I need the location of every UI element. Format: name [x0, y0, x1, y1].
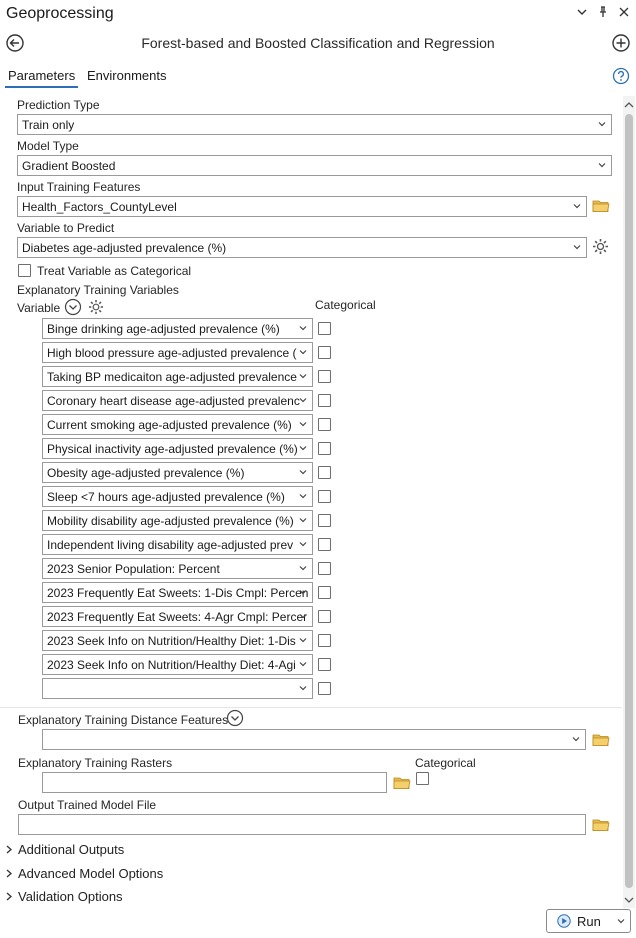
chevron-down-icon: [572, 200, 582, 212]
chevron-right-icon: [6, 892, 12, 901]
variable-row-dropdown[interactable]: [42, 582, 313, 603]
chevron-down-icon: [298, 346, 308, 358]
prediction-type-label: Prediction Type: [17, 98, 100, 112]
rasters-categorical-checkbox[interactable]: [416, 772, 429, 785]
chevron-down-icon: [298, 322, 308, 334]
expand-chevron-icon[interactable]: [64, 298, 82, 319]
variable-row-dropdown[interactable]: [42, 438, 313, 459]
variable-row-categorical-checkbox[interactable]: [318, 394, 331, 407]
close-icon[interactable]: [618, 6, 630, 21]
input-features-dropdown[interactable]: [17, 196, 587, 217]
chevron-down-icon: [298, 610, 308, 622]
variable-row-dropdown-empty[interactable]: [42, 678, 313, 699]
section-validation-options[interactable]: [6, 889, 123, 904]
play-icon: [557, 914, 571, 928]
variable-row-value: Binge drinking age-adjusted prevalence (%): [47, 322, 280, 336]
chevron-down-icon: [616, 916, 626, 926]
chevron-down-icon: [597, 118, 607, 130]
rasters-input[interactable]: [42, 772, 387, 793]
prediction-type-value: Train only: [22, 118, 75, 132]
scrollbar-thumb[interactable]: [625, 114, 633, 888]
chevron-down-icon: [298, 682, 308, 694]
model-type-dropdown[interactable]: [17, 155, 612, 176]
tab-environments[interactable]: Environments: [87, 68, 167, 83]
variable-row-value: 2023 Seek Info on Nutrition/Healthy Diet: 1-Dis: [47, 634, 296, 648]
variable-row-dropdown[interactable]: [42, 630, 313, 651]
variable-row-categorical-checkbox[interactable]: [318, 586, 331, 599]
variable-row-categorical-checkbox[interactable]: [318, 418, 331, 431]
variable-to-predict-value: Diabetes age-adjusted prevalence (%): [22, 241, 227, 255]
chevron-down-icon: [298, 538, 308, 550]
variable-row-value: Sleep <7 hours age-adjusted prevalence (%): [47, 490, 285, 504]
variable-row-categorical-checkbox[interactable]: [318, 466, 331, 479]
section-validation-label: Validation Options: [18, 889, 123, 904]
explanatory-vars-label: Explanatory Training Variables: [17, 283, 179, 297]
variable-row-dropdown[interactable]: [42, 366, 313, 387]
variable-row-categorical-checkbox[interactable]: [318, 634, 331, 647]
variable-row-value: 2023 Senior Population: Percent: [47, 562, 220, 576]
tool-title: Forest-based and Boosted Classification and Regression: [141, 35, 495, 51]
prediction-type-dropdown[interactable]: [17, 114, 612, 135]
model-type-label: Model Type: [17, 139, 79, 153]
chevron-down-icon: [571, 733, 581, 745]
pane-title: Geoprocessing: [6, 5, 114, 22]
scroll-down-icon[interactable]: [624, 893, 634, 907]
pin-icon[interactable]: [597, 6, 609, 21]
add-button[interactable]: [611, 33, 631, 53]
variable-row-categorical-checkbox[interactable]: [318, 538, 331, 551]
field-properties-gear-icon[interactable]: [592, 238, 609, 258]
variable-row-categorical-checkbox[interactable]: [318, 610, 331, 623]
chevron-down-icon: [597, 159, 607, 171]
help-icon: [612, 67, 630, 85]
variable-row-value: Taking BP medicaiton age-adjusted prevalence: [47, 370, 297, 384]
browse-folder-icon[interactable]: [592, 733, 610, 750]
model-type-value: Gradient Boosted: [22, 159, 116, 173]
variable-row-value: Coronary heart disease age-adjusted prevalenc: [47, 394, 300, 408]
variable-row-value: 2023 Seek Info on Nutrition/Healthy Diet: 4-Agi: [47, 658, 296, 672]
categorical-column-header: Categorical: [315, 298, 376, 312]
chevron-down-icon: [298, 418, 308, 430]
chevron-right-icon: [6, 845, 12, 854]
variable-column-header: Variable: [17, 301, 61, 315]
chevron-down-icon: [298, 586, 308, 598]
options-dropdown-icon[interactable]: [576, 6, 588, 21]
chevron-down-icon: [298, 370, 308, 382]
treat-categorical-label: Treat Variable as Categorical: [37, 264, 192, 278]
variable-row-categorical-checkbox[interactable]: [318, 490, 331, 503]
variable-row-categorical-checkbox[interactable]: [318, 514, 331, 527]
tab-parameters[interactable]: Parameters: [5, 68, 78, 88]
variable-row-categorical-checkbox[interactable]: [318, 346, 331, 359]
chevron-down-icon: [298, 634, 308, 646]
variable-row-categorical-checkbox[interactable]: [318, 562, 331, 575]
input-features-label: Input Training Features: [17, 180, 141, 194]
distance-features-label: Explanatory Training Distance Features: [18, 713, 229, 727]
pane-controls: [576, 6, 630, 21]
variable-row-dropdown[interactable]: [42, 606, 313, 627]
section-advanced-model-label: Advanced Model Options: [18, 866, 164, 881]
variable-row-categorical-checkbox[interactable]: [318, 442, 331, 455]
variable-row-categorical-checkbox[interactable]: [318, 322, 331, 335]
variable-row-dropdown[interactable]: [42, 486, 313, 507]
variable-row-value: Independent living disability age-adjusted prev: [47, 538, 294, 552]
variable-row-value: 2023 Frequently Eat Sweets: 1-Dis Cmpl: Percen: [47, 586, 309, 600]
variable-row-value: Mobility disability age-adjusted prevalence (%): [47, 514, 294, 528]
pane-titlebar: [0, 0, 636, 30]
variable-row-value: Current smoking age-adjusted prevalence (%): [47, 418, 292, 432]
rasters-label: Explanatory Training Rasters: [18, 756, 173, 770]
chevron-down-icon: [298, 394, 308, 406]
distance-expand-chevron-icon[interactable]: [226, 709, 244, 730]
variable-to-predict-label: Variable to Predict: [17, 221, 115, 235]
chevron-down-icon: [572, 241, 582, 253]
variable-row-categorical-checkbox[interactable]: [318, 658, 331, 671]
browse-folder-icon[interactable]: [393, 776, 411, 793]
section-additional-outputs-label: Additional Outputs: [18, 842, 125, 857]
chevron-down-icon: [298, 442, 308, 454]
variable-row-value: 2023 Frequently Eat Sweets: 4-Agr Cmpl: Percer: [47, 610, 308, 624]
variable-row-dropdown[interactable]: [42, 654, 313, 675]
variable-row-dropdown[interactable]: [42, 462, 313, 483]
section-advanced-model-options[interactable]: [6, 866, 163, 881]
variable-row-value: Physical inactivity age-adjusted prevalence (%): [47, 442, 298, 456]
variable-row-dropdown[interactable]: [42, 414, 313, 435]
variable-row-dropdown[interactable]: [42, 318, 313, 339]
distance-features-dropdown[interactable]: [42, 729, 586, 750]
chevron-down-icon: [298, 658, 308, 670]
chevron-down-icon: [298, 466, 308, 478]
variable-row-dropdown[interactable]: [42, 510, 313, 531]
variable-row-value: High blood pressure age-adjusted prevalence (: [47, 346, 297, 360]
browse-folder-icon[interactable]: [592, 199, 610, 216]
variable-row-dropdown[interactable]: [42, 558, 313, 579]
output-model-input[interactable]: [18, 814, 586, 835]
rasters-categorical-label: Categorical: [415, 756, 476, 770]
treat-categorical-checkbox[interactable]: [18, 264, 31, 277]
run-button[interactable]: [546, 909, 631, 933]
variable-to-predict-dropdown[interactable]: [17, 237, 587, 258]
scroll-up-icon[interactable]: [624, 98, 634, 112]
chevron-down-icon: [298, 490, 308, 502]
plus-circle-icon: [611, 33, 631, 53]
variable-row-value: Obesity age-adjusted prevalence (%): [47, 466, 245, 480]
section-additional-outputs[interactable]: [6, 842, 124, 857]
section-divider: [0, 707, 622, 708]
output-model-label: Output Trained Model File: [18, 798, 157, 812]
variable-row-dropdown[interactable]: [42, 534, 313, 555]
chevron-right-icon: [6, 869, 12, 878]
input-features-value: Health_Factors_CountyLevel: [22, 200, 177, 214]
run-button-label: Run: [577, 913, 601, 929]
chevron-down-icon: [298, 562, 308, 574]
browse-folder-icon[interactable]: [592, 818, 610, 835]
variable-row-dropdown[interactable]: [42, 390, 313, 411]
variable-row-dropdown[interactable]: [42, 342, 313, 363]
help-button[interactable]: [612, 67, 630, 85]
variable-row-categorical-checkbox[interactable]: [318, 682, 331, 695]
chevron-down-icon: [298, 514, 308, 526]
variable-row-categorical-checkbox[interactable]: [318, 370, 331, 383]
variables-gear-icon[interactable]: [88, 299, 104, 318]
